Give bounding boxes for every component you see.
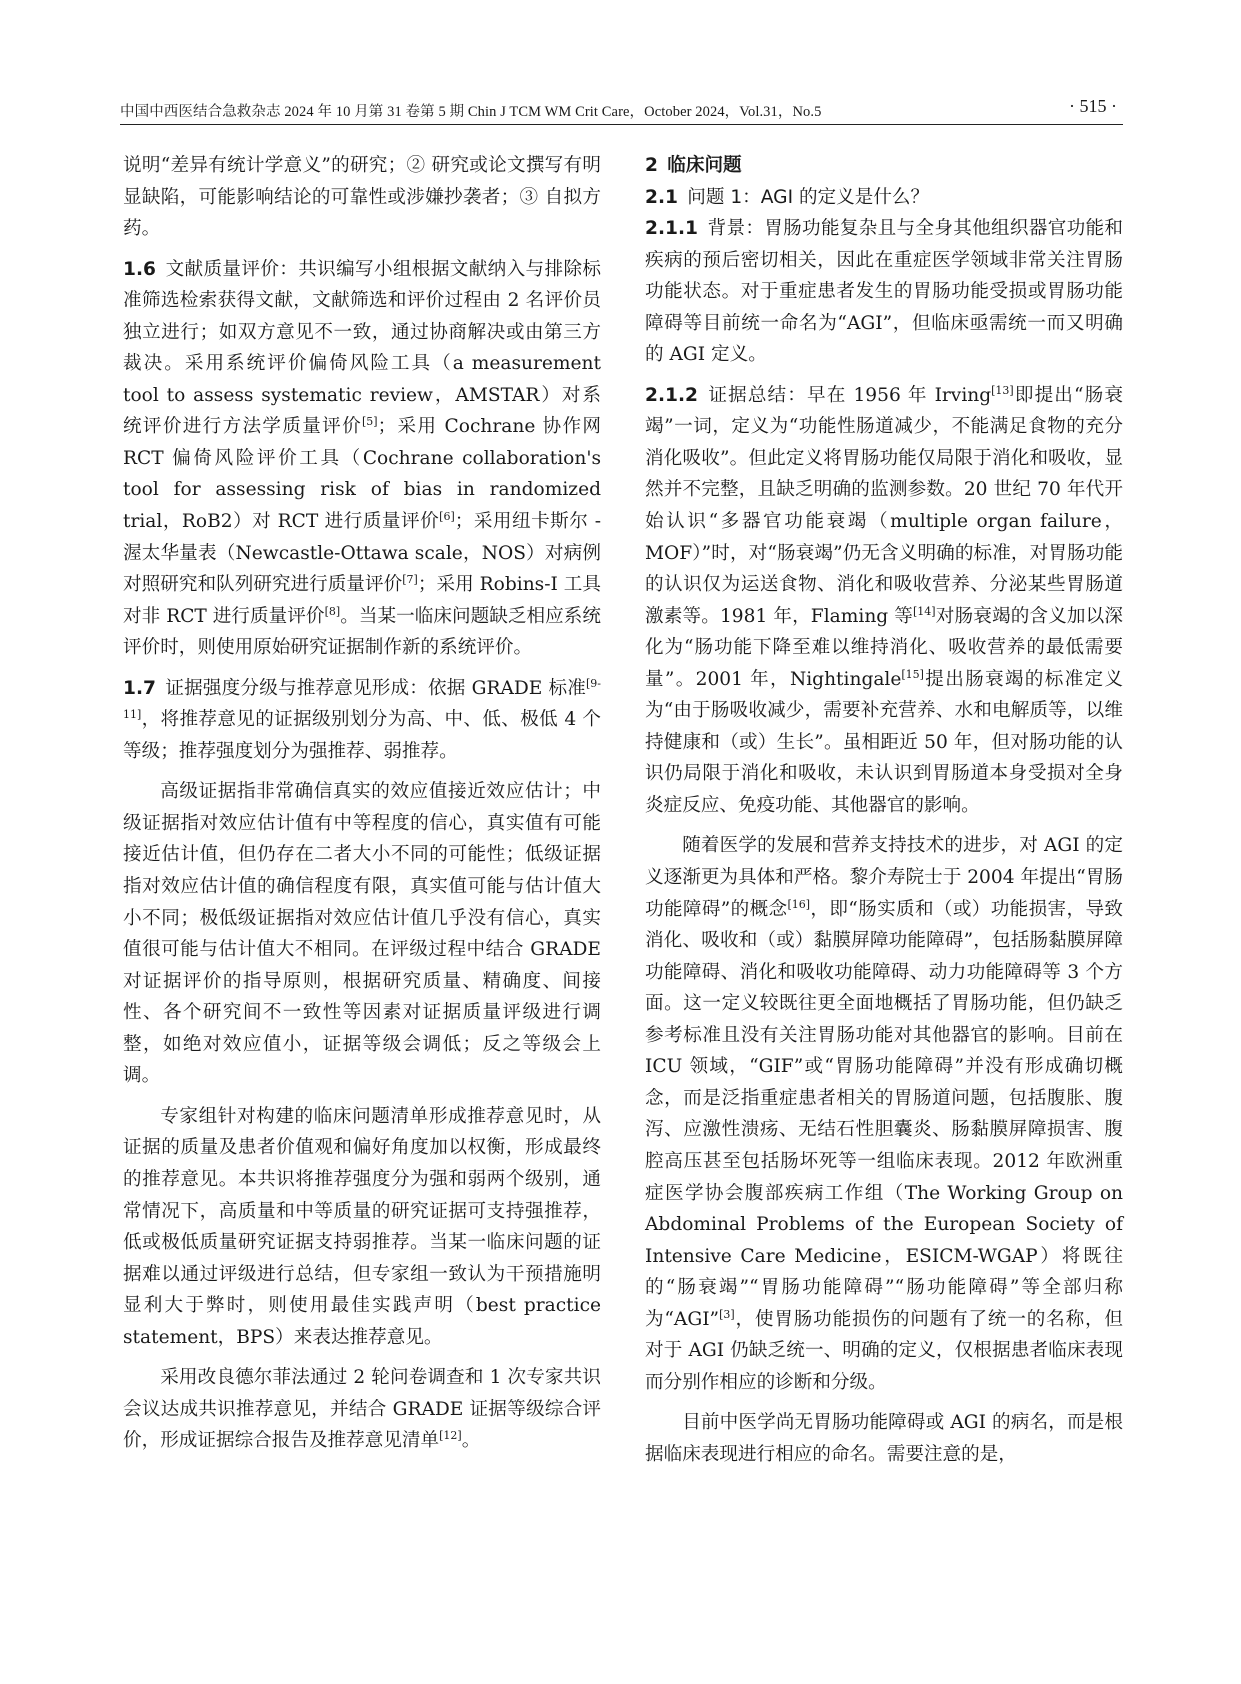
citation-ref: [9-11] <box>123 676 601 722</box>
left-column <box>123 150 601 1457</box>
section-title: 背景： <box>707 218 765 240</box>
section-title: 证据强度分级与推荐意见形成： <box>165 677 429 699</box>
section-number: 2.1 <box>645 186 678 208</box>
paragraph-agi-definition-development: 随着医学的发展和营养支持技术的进步，对 AGI 的定义逐渐更为具体和严格。黎介寿院士于 2004 年提出“胃肠功能障碍”的概念[16]，即“肠实质和（或）功能损害，导致消化、吸收和（或）黏膜屏障功能障碍”，包括肠黏膜屏障功能障碍、消化和吸收功能障碍、动力功能障碍等 3 个方面。这一定义较既往更全面地概括了胃肠功能，但仍缺乏参考标准且没有关注胃肠功能对其他器官的影响。目前在 ICU 领域，“GIF”或“胃肠功能障碍”并没有形成确切概念，而是泛指重症患者相关的胃肠道问题，包括腹胀、腹泻、应激性溃疡、无结石性胆囊炎、肠黏膜屏障损害、腹腔高压甚至包括肠坏死等一组临床表现。2012 年欧洲重症医学协会腹部疾病工作组（The Working Group on Abdominal Problems of the European Society of Intensive Care Medicine，ESICM-WGAP）将既往的“肠衰竭”“胃肠功能障碍”“肠功能障碍”等全部归称为“AGI”[3]，使胃肠功能损伤的问题有了统一的名称，但对于 AGI 仍缺乏统一、明确的定义，仅根据患者临床表现而分别作相应的诊断和分级。 <box>645 835 1123 1393</box>
paragraph-exclusion-criteria: 说明“差异有统计学意义”的研究；② 研究或论文撰写有明显缺陷，可能影响结论的可靠性或涉嫌抄袭者；③ 自拟方药。 <box>123 155 601 240</box>
section-2-1-2: 2.1.2 证据总结：早在 1956 年 Irving[13]即提出“肠衰竭”一词，定义为“功能性肠道减少，不能满足食物的充分消化吸收”。但此定义将胃肠功能仅局限于消化和吸收，显然并不完整，且缺乏明确的监测参数。20 世纪 70 年代开始认识“多器官功能衰竭（multiple organ failure，MOF）”时，对“肠衰竭”仍无含义明确的标准，对胃肠功能的认识仅为运送食物、消化和吸收营养、分泌某些胃肠道激素等。1981 年，Flaming 等[14]对肠衰竭的含义加以深化为“肠功能下降至难以维持消化、吸收营养的最低需要量”。2001 年，Nightingale[15]提出肠衰竭的标准定义为“由于肠吸收减少，需要补充营养、水和电解质等，以维持健康和（或）生长”。虽相距近 50 年，但对肠功能的认识仍局限于消化和吸收，未认识到胃肠道本身受损对全身炎症反应、免疫功能、其他器官的影响。 <box>645 383 1123 816</box>
section-1-6: 1.6 文献质量评价：共识编写小组根据文献纳入与排除标准筛选检索获得文献，文献筛选和评价过程由 2 名评价员独立进行；如双方意见不一致，通过协商解决或由第三方裁决。采用系统评价偏倚风险工具（a measurement tool to assess systematic review，AMSTAR）对系统评价进行方法学质量评价[5]；采用 Cochrane 协作网 RCT 偏倚风险评价工具（Cochrane collaboration's tool for assessing risk of bias in randomized trial，RoB2）对 RCT 进行质量评价[6]；采用纽卡斯尔 - 渥太华量表（Newcastle-Ottawa scale，NOS）对病例对照研究和队列研究进行质量评价[7]；采用 Robins-I 工具对非 RCT 进行质量评价[8]。当某一临床问题缺乏相应系统评价时，则使用原始研究证据制作新的系统评价。 <box>123 258 601 659</box>
right-column <box>645 150 1123 1470</box>
section-number: 2.1.2 <box>645 384 698 406</box>
section-title: 问题 1：AGI 的定义是什么？ <box>687 186 930 208</box>
section-title: 临床问题 <box>667 155 742 176</box>
paragraph-tcm-naming: 目前中医学尚无胃肠功能障碍或 AGI 的病名，而是根据临床表现进行相应的命名。需要注意的是， <box>645 1412 1123 1465</box>
citation-ref: [14] <box>913 604 936 618</box>
citation-ref: [7] <box>402 573 418 587</box>
citation-ref: [3] <box>719 1307 735 1321</box>
citation-ref: [15] <box>901 667 924 681</box>
section-1-7: 1.7 证据强度分级与推荐意见形成：依据 GRADE 标准[9-11]，将推荐意见的证据级别划分为高、中、低、极低 4 个等级；推荐强度划分为强推荐、弱推荐。 <box>123 676 601 762</box>
section-2-heading <box>645 150 1123 182</box>
section-number: 2.1.1 <box>645 218 698 240</box>
journal-citation: 中国中西医结合急救杂志 2024 年 10 月第 31 卷第 5 期 Chin J TCM WM Crit Care，October 2024，Vol.31，No.5 <box>120 104 822 120</box>
section-number: 1.7 <box>123 677 156 699</box>
section-title: 文献质量评价： <box>165 258 299 280</box>
page-number: · 515 · <box>1069 96 1117 116</box>
section-2-1-1: 2.1.1 背景：胃肠功能复杂且与全身其他组织器官功能和疾病的预后密切相关，因此在重症医学领域非常关注胃肠功能状态。对于重症患者发生的胃肠功能受损或胃肠功能障碍等目前统一命名为“AGI”，但临床亟需统一而又明确的 AGI 定义。 <box>645 218 1123 366</box>
citation-ref: [6] <box>439 510 455 524</box>
section-number: 2 <box>645 155 658 176</box>
paragraph-expert-recommendation: 专家组针对构建的临床问题清单形成推荐意见时，从证据的质量及患者价值观和偏好角度加以权衡，形成最终的推荐意见。本共识将推荐强度分为强和弱两个级别，通常情况下，高质量和中等质量的研究证据可支持强推荐，低或极低质量研究证据支持弱推荐。当某一临床问题的证据难以通过评级进行总结，但专家组一致认为干预措施明显利大于弊时，则使用最佳实践声明（best practice statement，BPS）来表达推荐意见。 <box>123 1105 601 1348</box>
section-2-1-heading <box>645 182 1123 214</box>
citation-ref: [8] <box>324 604 341 618</box>
citation-ref: [16] <box>787 897 811 911</box>
citation-ref: [13] <box>991 383 1014 397</box>
citation-ref: [12] <box>439 1429 462 1443</box>
citation-ref: [5] <box>361 415 378 429</box>
section-title: 证据总结： <box>707 384 807 406</box>
section-number: 1.6 <box>123 258 156 280</box>
paragraph-evidence-levels: 高级证据指非常确信真实的效应值接近效应估计；中级证据指对效应估计值有中等程度的信心，真实值有可能接近估计值，但仍存在二者大小不同的可能性；低级证据指对效应估计值的确信程度有限，真实值可能与估计值大小不同；极低级证据指对效应估计值几乎没有信心，真实值很可能与估计值大不相同。在评级过程中结合 GRADE 对证据评价的指导原则，根据研究质量、精确度、间接性、各个研究间不一致性等因素对证据质量评级进行调整，如绝对效应值小，证据等级会调低；反之等级会上调。 <box>123 781 601 1087</box>
paragraph-delphi-method: 采用改良德尔菲法通过 2 轮问卷调查和 1 次专家共识会议达成共识推荐意见，并结合 GRADE 证据等级综合评价，形成证据综合报告及推荐意见清单[12]。 <box>123 1367 601 1452</box>
running-header <box>120 98 1123 125</box>
